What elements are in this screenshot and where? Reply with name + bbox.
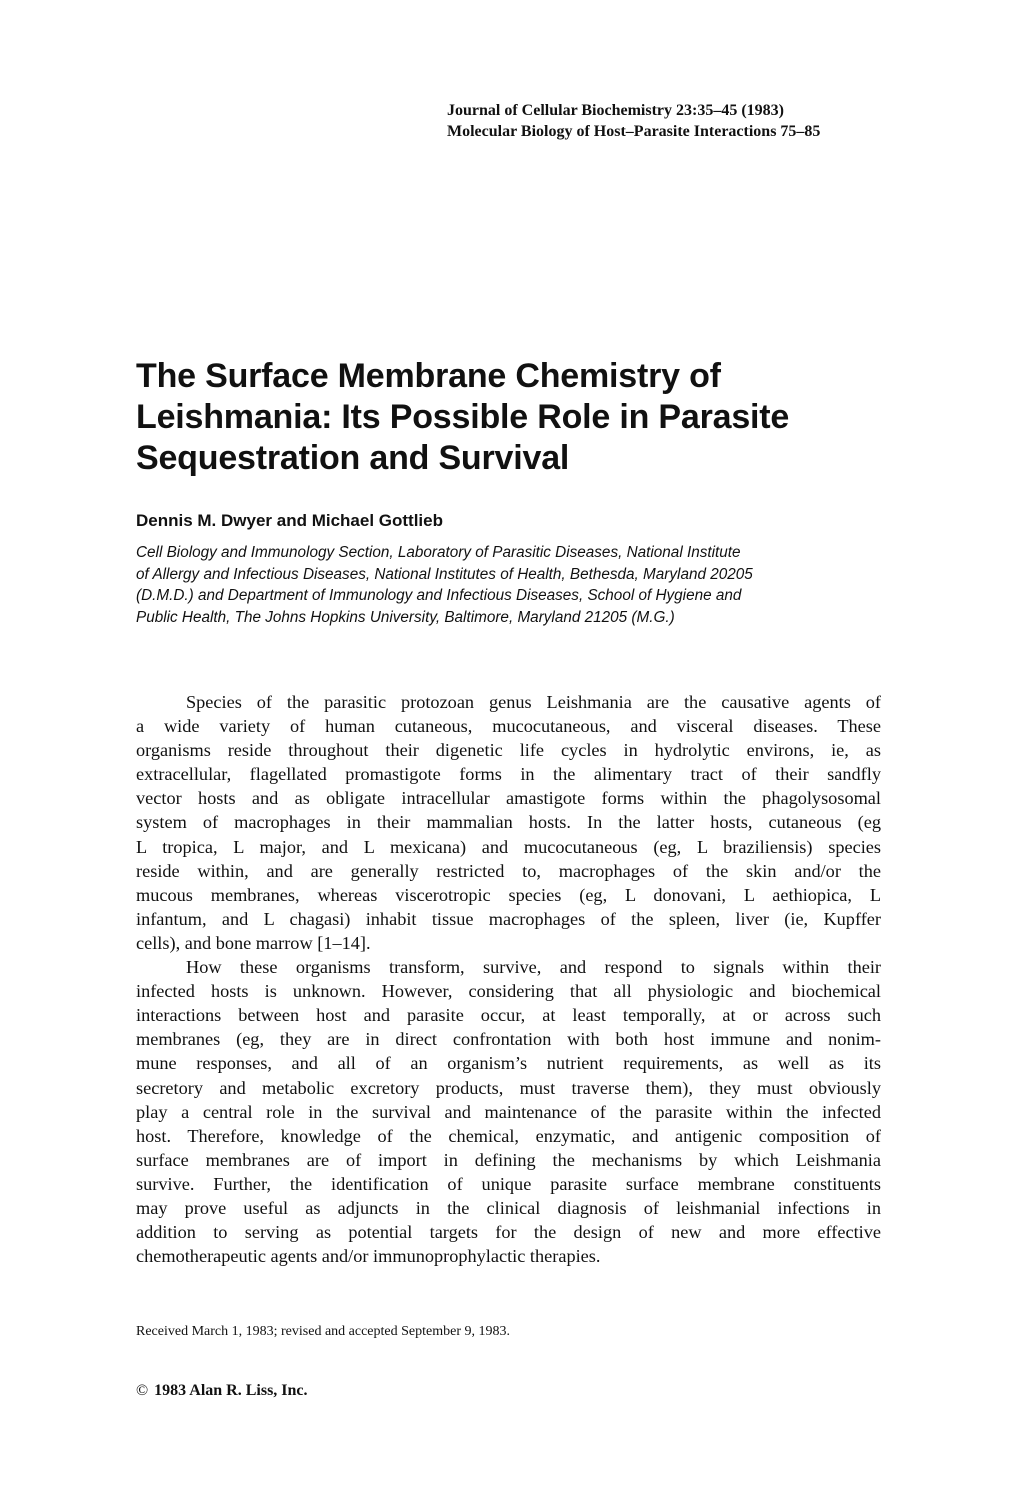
text-line: infantum, and L chagasi) inhabit tissue macrophages of the spleen, liver (ie, Kupffer bbox=[136, 908, 881, 929]
text-line: L tropica, L major, and L mexicana) and mucocutaneous (eg, L braziliensis) species bbox=[136, 836, 881, 857]
received-date: Received March 1, 1983; revised and accepted September 9, 1983. bbox=[136, 1324, 510, 1339]
copyright-symbol: © bbox=[136, 1382, 149, 1399]
affiliation-line: (D.M.D.) and Department of Immunology and Infectious Diseases, School of Hygiene and bbox=[136, 587, 742, 604]
affiliation bbox=[136, 542, 896, 628]
text-line: infected hosts is unknown. However, considering that all physiologic and biochemical bbox=[136, 981, 881, 1002]
text-line: extracellular, flagellated promastigote forms in the alimentary tract of their sandfly bbox=[136, 764, 881, 785]
text-line: interactions between host and parasite occur, at least temporally, at or across such bbox=[136, 1005, 881, 1026]
body-text bbox=[136, 690, 881, 1268]
text-line: chemotherapeutic agents and/or immunoprophylactic therapies. bbox=[136, 1246, 601, 1267]
copyright-holder: 1983 Alan R. Liss, Inc. bbox=[154, 1382, 308, 1399]
text-line: organisms reside throughout their digenetic life cycles in hydrolytic environs, ie, as bbox=[136, 740, 881, 761]
text-line: addition to serving as potential targets for the design of new and more effective bbox=[136, 1222, 881, 1243]
affiliation-line: Cell Biology and Immunology Section, Laboratory of Parasitic Diseases, National Institute bbox=[136, 544, 741, 561]
text-line: secretory and metabolic excretory products, must traverse them), they must obviously bbox=[136, 1077, 881, 1098]
text-line: vector hosts and as obligate intracellular amastigote forms within the phagolysosomal bbox=[136, 788, 881, 809]
affiliation-line: Public Health, The Johns Hopkins University, Baltimore, Maryland 21205 (M.G.) bbox=[136, 608, 675, 626]
series-citation: Molecular Biology of Host–Parasite Interactions 75–85 bbox=[447, 123, 821, 140]
paragraph-1 bbox=[136, 690, 881, 955]
text-line: play a central role in the survival and maintenance of the parasite within the infected bbox=[136, 1101, 881, 1122]
title-line: Leishmania: Its Possible Role in Parasite bbox=[136, 398, 790, 436]
text-line: may prove useful as adjuncts in the clinical diagnosis of leishmanial infections in bbox=[136, 1197, 881, 1218]
text-line: How these organisms transform, survive, and respond to signals within their bbox=[186, 957, 881, 978]
text-line: surface membranes are of import in defining the mechanisms by which Leishmania bbox=[136, 1149, 881, 1170]
text-line: mune responses, and all of an organism’s nutrient requirements, as well as its bbox=[136, 1053, 881, 1074]
text-line: host. Therefore, knowledge of the chemical, enzymatic, and antigenic composition of bbox=[136, 1125, 881, 1146]
text-line: system of macrophages in their mammalian hosts. In the latter hosts, cutaneous (eg bbox=[136, 812, 881, 833]
text-line: Species of the parasitic protozoan genus Leishmania are the causative agents of bbox=[186, 692, 881, 712]
journal-citation: Journal of Cellular Biochemistry 23:35–45 (1983) bbox=[447, 102, 785, 119]
affiliation-line: of Allergy and Infectious Diseases, National Institutes of Health, Bethesda, Maryland 20205 bbox=[136, 565, 753, 583]
text-line: membranes (eg, they are in direct confrontation with both host immune and nonim- bbox=[136, 1029, 881, 1050]
journal-header bbox=[447, 100, 927, 142]
title-line: Sequestration and Survival bbox=[136, 439, 570, 477]
text-line: reside within, and are generally restricted to, macrophages of the skin and/or the bbox=[136, 860, 881, 881]
text-line: survive. Further, the identification of unique parasite surface membrane constituents bbox=[136, 1173, 881, 1194]
article-title bbox=[136, 356, 916, 479]
authors: Dennis M. Dwyer and Michael Gottlieb bbox=[136, 511, 443, 530]
paragraph-2 bbox=[136, 955, 881, 1268]
copyright-notice bbox=[136, 1381, 308, 1401]
text-line: cells), and bone marrow [1–14]. bbox=[136, 932, 371, 953]
text-line: mucous membranes, whereas viscerotropic species (eg, L donovani, L aethiopica, L bbox=[136, 884, 881, 905]
title-line: The Surface Membrane Chemistry of bbox=[136, 357, 721, 395]
text-line: a wide variety of human cutaneous, mucocutaneous, and visceral diseases. These bbox=[136, 716, 881, 737]
